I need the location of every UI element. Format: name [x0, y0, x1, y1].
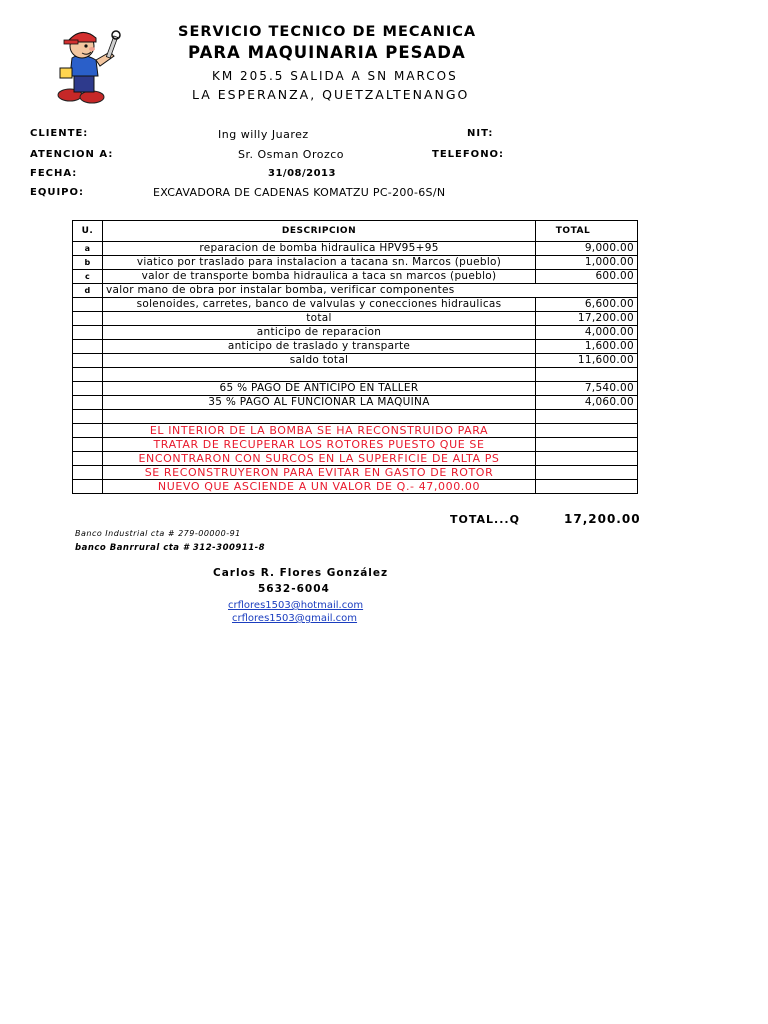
atencion-label: ATENCION A:	[30, 149, 114, 160]
row-description: total	[103, 312, 536, 326]
row-total: 4,000.00	[536, 326, 638, 340]
row-total	[536, 368, 638, 382]
row-description	[103, 410, 536, 424]
row-description: 65 % PAGO DE ANTICIPO EN TALLER	[103, 382, 536, 396]
note-row	[73, 424, 638, 438]
row-description: solenoides, carretes, banco de valvulas y conecciones hidraulicas	[103, 298, 536, 312]
table-row	[73, 298, 638, 312]
row-total	[536, 410, 638, 424]
row-unit	[73, 298, 103, 312]
row-total	[536, 284, 638, 298]
row-description: 35 % PAGO AL FUNCIONAR LA MAQUINA	[103, 396, 536, 410]
row-description: anticipo de reparacion	[103, 326, 536, 340]
note-unit-cell	[73, 438, 103, 452]
company-address: KM 205.5 SALIDA A SN MARCOS	[212, 69, 458, 83]
note-text: ENCONTRARON CON SURCOS EN LA SUPERFICIE DE ALTA PS	[103, 452, 536, 466]
row-unit	[73, 312, 103, 326]
table-row	[73, 284, 638, 298]
row-unit	[73, 368, 103, 382]
bank-industrial: Banco Industrial cta # 279-00000-91	[75, 529, 241, 538]
row-total: 17,200.00	[536, 312, 638, 326]
row-total: 4,060.00	[536, 396, 638, 410]
note-text: EL INTERIOR DE LA BOMBA SE HA RECONSTRUIDO PARA	[103, 424, 536, 438]
fecha-label: FECHA:	[30, 168, 78, 179]
row-total: 1,000.00	[536, 256, 638, 270]
row-total: 7,540.00	[536, 382, 638, 396]
table-row	[73, 270, 638, 284]
telefono-label: TELEFONO:	[432, 149, 505, 160]
header-descripcion: DESCRIPCION	[103, 221, 536, 242]
company-subtitle: PARA MAQUINARIA PESADA	[188, 43, 466, 62]
row-unit	[73, 396, 103, 410]
note-row	[73, 452, 638, 466]
table-row	[73, 368, 638, 382]
header-u: U.	[73, 221, 103, 242]
note-total-cell	[536, 438, 638, 452]
row-description: viatico por traslado para instalacion a tacana sn. Marcos (pueblo)	[103, 256, 536, 270]
table-row	[73, 382, 638, 396]
note-unit-cell	[73, 466, 103, 480]
mechanic-cartoon-icon	[52, 22, 130, 104]
table-row	[73, 256, 638, 270]
note-row	[73, 466, 638, 480]
note-text: NUEVO QUE ASCIENDE A UN VALOR DE Q.- 47,000.00	[103, 480, 536, 494]
table-row	[73, 242, 638, 256]
row-description: valor de transporte bomba hidraulica a taca sn marcos (pueblo)	[103, 270, 536, 284]
table-row	[73, 396, 638, 410]
note-unit-cell	[73, 480, 103, 494]
note-total-cell	[536, 452, 638, 466]
note-row	[73, 438, 638, 452]
table-header-row	[73, 221, 638, 242]
signature-phone: 5632-6004	[258, 583, 330, 595]
row-unit	[73, 410, 103, 424]
email-hotmail-link[interactable]: crflores1503@hotmail.com	[228, 600, 364, 611]
row-unit	[73, 354, 103, 368]
row-unit	[73, 382, 103, 396]
note-unit-cell	[73, 452, 103, 466]
row-description: saldo total	[103, 354, 536, 368]
row-total: 1,600.00	[536, 340, 638, 354]
row-total: 600.00	[536, 270, 638, 284]
row-total: 11,600.00	[536, 354, 638, 368]
company-name: SERVICIO TECNICO DE MECANICA	[178, 24, 477, 40]
grand-total-value: 17,200.00	[564, 512, 641, 526]
table-row	[73, 340, 638, 354]
equipo-value: EXCAVADORA DE CADENAS KOMATZU PC-200-6S/N	[153, 186, 446, 199]
cliente-value: Ing willy Juarez	[218, 128, 309, 141]
table-row	[73, 312, 638, 326]
note-total-cell	[536, 424, 638, 438]
company-city: LA ESPERANZA, QUETZALTENANGO	[192, 87, 470, 102]
row-unit: a	[73, 242, 103, 256]
bank-banrural: banco Banrrural cta # 312-300911-8	[75, 543, 266, 553]
row-total: 9,000.00	[536, 242, 638, 256]
row-unit: d	[73, 284, 103, 298]
equipo-label: EQUIPO:	[30, 187, 85, 198]
row-description: reparacion de bomba hidraulica HPV95+95	[103, 242, 536, 256]
row-description: anticipo de traslado y transparte	[103, 340, 536, 354]
note-unit-cell	[73, 424, 103, 438]
table-row	[73, 326, 638, 340]
email-gmail-link[interactable]: crflores1503@gmail.com	[232, 613, 358, 624]
atencion-value: Sr. Osman Orozco	[238, 148, 345, 161]
note-text: SE RECONSTRUYERON PARA EVITAR EN GASTO DE ROTOR	[103, 466, 536, 480]
note-text: TRATAR DE RECUPERAR LOS ROTORES PUESTO QUE SE	[103, 438, 536, 452]
table-row	[73, 354, 638, 368]
invoice-table	[72, 220, 638, 494]
table-row	[73, 410, 638, 424]
note-total-cell	[536, 466, 638, 480]
grand-total-label: TOTAL...Q	[450, 513, 520, 526]
signature-name: Carlos R. Flores González	[213, 567, 389, 579]
cliente-label: CLIENTE:	[30, 128, 89, 139]
row-unit	[73, 340, 103, 354]
note-total-cell	[536, 480, 638, 494]
row-unit: c	[73, 270, 103, 284]
row-total: 6,600.00	[536, 298, 638, 312]
header-total: TOTAL	[536, 221, 638, 242]
row-description: valor mano de obra por instalar bomba, verificar componentes	[103, 284, 536, 298]
row-description	[103, 368, 536, 382]
fecha-value: 31/08/2013	[268, 168, 336, 179]
row-unit	[73, 326, 103, 340]
row-unit: b	[73, 256, 103, 270]
note-row	[73, 480, 638, 494]
nit-label: NIT:	[467, 128, 494, 139]
